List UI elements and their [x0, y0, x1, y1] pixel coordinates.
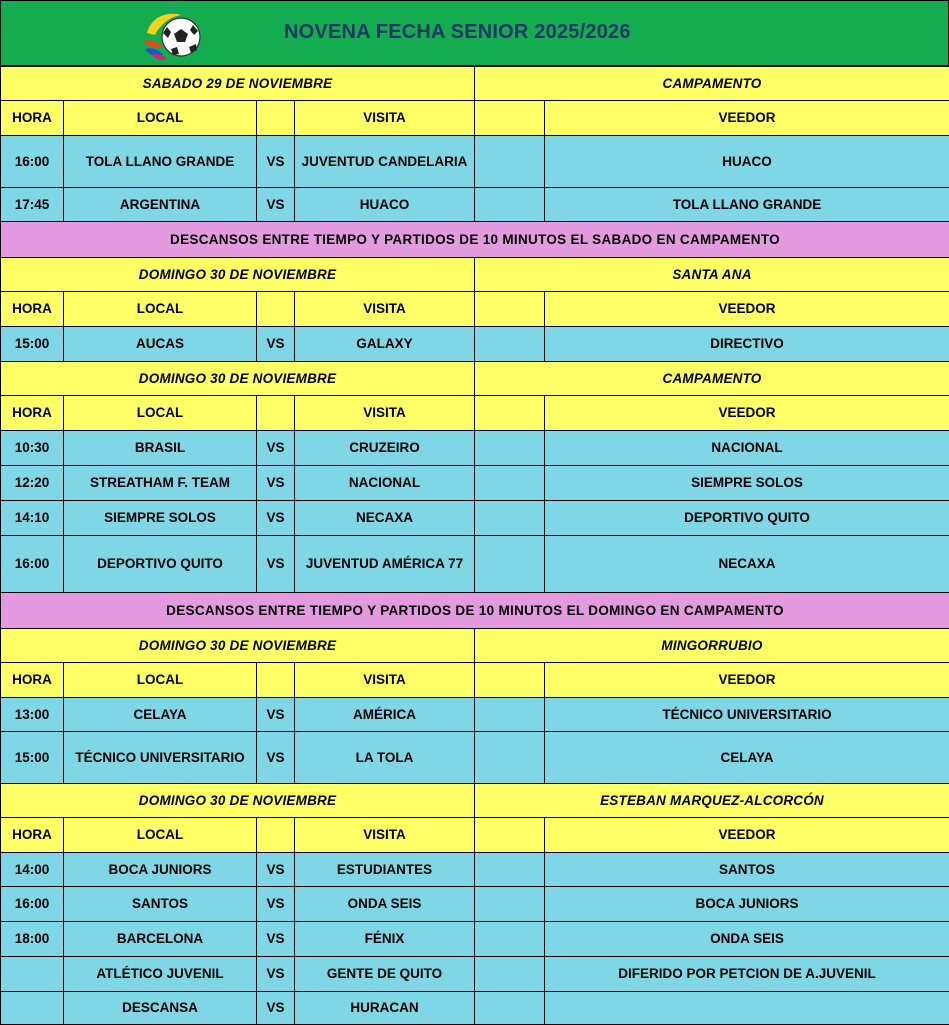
match-blank [475, 327, 545, 362]
match-vs: VS [257, 887, 295, 922]
blank-header [475, 396, 545, 431]
match-local: ARGENTINA [64, 188, 257, 222]
match-visita: GENTE DE QUITO [295, 957, 475, 992]
match-time: 10:30 [1, 431, 64, 466]
match-veedor: DIFERIDO POR PETCION DE A.JUVENIL [545, 957, 949, 992]
match-row [1, 536, 949, 593]
match-time: 14:10 [1, 501, 64, 536]
match-veedor: DIRECTIVO [545, 327, 949, 362]
match-blank [475, 188, 545, 222]
match-visita: NACIONAL [295, 466, 475, 501]
visita-header: VISITA [295, 663, 475, 698]
match-visita: LA TOLA [295, 732, 475, 784]
match-vs: VS [257, 698, 295, 732]
veedor-header: VEEDOR [545, 396, 949, 431]
match-blank [475, 431, 545, 466]
match-veedor: NACIONAL [545, 431, 949, 466]
day-label: DOMINGO 30 DE NOVIEMBRE [1, 629, 475, 663]
match-blank [475, 466, 545, 501]
match-blank [475, 698, 545, 732]
match-vs: VS [257, 992, 295, 1025]
match-visita: GALAXY [295, 327, 475, 362]
match-veedor: BOCA JUNIORS [545, 887, 949, 922]
match-vs: VS [257, 853, 295, 887]
match-row [1, 992, 949, 1025]
hora-header: HORA [1, 101, 64, 136]
match-vs: VS [257, 536, 295, 593]
match-visita: FÉNIX [295, 922, 475, 957]
match-visita: JUVENTUD AMÉRICA 77 [295, 536, 475, 593]
visita-header: VISITA [295, 292, 475, 327]
match-local: SIEMPRE SOLOS [64, 501, 257, 536]
match-time: 15:00 [1, 732, 64, 784]
match-row [1, 466, 949, 501]
vs-header [257, 663, 295, 698]
match-vs: VS [257, 327, 295, 362]
match-local: STREATHAM F. TEAM [64, 466, 257, 501]
match-vs: VS [257, 501, 295, 536]
match-time [1, 992, 64, 1025]
match-visita: JUVENTUD CANDELARIA [295, 136, 475, 188]
soccer-ball-logo-icon [141, 9, 205, 63]
match-time: 18:00 [1, 922, 64, 957]
match-local: CELAYA [64, 698, 257, 732]
match-local: TOLA LLANO GRANDE [64, 136, 257, 188]
rest-note: DESCANSOS ENTRE TIEMPO Y PARTIDOS DE 10 MINUTOS EL DOMINGO EN CAMPAMENTO [1, 593, 949, 629]
match-visita: ONDA SEIS [295, 887, 475, 922]
match-time: 15:00 [1, 327, 64, 362]
day-label: DOMINGO 30 DE NOVIEMBRE [1, 362, 475, 396]
match-veedor: SIEMPRE SOLOS [545, 466, 949, 501]
match-local: AUCAS [64, 327, 257, 362]
blank-header [475, 663, 545, 698]
venue-label: SANTA ANA [475, 258, 949, 292]
match-row [1, 188, 949, 222]
hora-header: HORA [1, 818, 64, 853]
match-time: 16:00 [1, 536, 64, 593]
local-header: LOCAL [64, 101, 257, 136]
match-blank [475, 992, 545, 1025]
match-row [1, 501, 949, 536]
match-time: 16:00 [1, 887, 64, 922]
match-visita: CRUZEIRO [295, 431, 475, 466]
match-veedor: DEPORTIVO QUITO [545, 501, 949, 536]
column-header-row [1, 101, 949, 136]
match-vs: VS [257, 732, 295, 784]
match-row [1, 136, 949, 188]
match-row [1, 887, 949, 922]
match-veedor: TÉCNICO UNIVERSITARIO [545, 698, 949, 732]
match-time: 12:20 [1, 466, 64, 501]
match-visita: ESTUDIANTES [295, 853, 475, 887]
match-blank [475, 853, 545, 887]
local-header: LOCAL [64, 292, 257, 327]
match-time [1, 957, 64, 992]
vs-header [257, 101, 295, 136]
hora-header: HORA [1, 396, 64, 431]
match-vs: VS [257, 431, 295, 466]
rest-note: DESCANSOS ENTRE TIEMPO Y PARTIDOS DE 10 MINUTOS EL SABADO EN CAMPAMENTO [1, 222, 949, 258]
match-row [1, 431, 949, 466]
match-local: DEPORTIVO QUITO [64, 536, 257, 593]
match-time: 13:00 [1, 698, 64, 732]
match-blank [475, 732, 545, 784]
match-veedor: TOLA LLANO GRANDE [545, 188, 949, 222]
match-vs: VS [257, 188, 295, 222]
match-vs: VS [257, 957, 295, 992]
hora-header: HORA [1, 292, 64, 327]
match-vs: VS [257, 922, 295, 957]
match-local: BARCELONA [64, 922, 257, 957]
match-veedor: NECAXA [545, 536, 949, 593]
match-veedor: CELAYA [545, 732, 949, 784]
blank-header [475, 292, 545, 327]
veedor-header: VEEDOR [545, 292, 949, 327]
blank-header [475, 101, 545, 136]
vs-header [257, 396, 295, 431]
vs-header [257, 292, 295, 327]
column-header-row [1, 663, 949, 698]
hora-header: HORA [1, 663, 64, 698]
column-header-row [1, 396, 949, 431]
match-time: 17:45 [1, 188, 64, 222]
match-row [1, 327, 949, 362]
local-header: LOCAL [64, 818, 257, 853]
match-visita: AMÉRICA [295, 698, 475, 732]
match-blank [475, 887, 545, 922]
visita-header: VISITA [295, 818, 475, 853]
veedor-header: VEEDOR [545, 101, 949, 136]
match-blank [475, 957, 545, 992]
match-row [1, 853, 949, 887]
day-header-row [1, 362, 949, 396]
veedor-header: VEEDOR [545, 818, 949, 853]
match-row [1, 957, 949, 992]
header-banner [0, 0, 949, 66]
visita-header: VISITA [295, 101, 475, 136]
match-veedor: HUACO [545, 136, 949, 188]
match-time: 14:00 [1, 853, 64, 887]
match-veedor: SANTOS [545, 853, 949, 887]
match-vs: VS [257, 466, 295, 501]
visita-header: VISITA [295, 396, 475, 431]
column-header-row [1, 292, 949, 327]
match-vs: VS [257, 136, 295, 188]
match-veedor: ONDA SEIS [545, 922, 949, 957]
match-visita: NECAXA [295, 501, 475, 536]
match-schedule-table [0, 66, 949, 1025]
match-blank [475, 501, 545, 536]
match-veedor [545, 992, 949, 1025]
veedor-header: VEEDOR [545, 663, 949, 698]
match-local: SANTOS [64, 887, 257, 922]
local-header: LOCAL [64, 396, 257, 431]
vs-header [257, 818, 295, 853]
match-visita: HUACO [295, 188, 475, 222]
blank-header [475, 818, 545, 853]
column-header-row [1, 818, 949, 853]
venue-label: ESTEBAN MARQUEZ-ALCORCÓN [475, 784, 949, 818]
venue-label: CAMPAMENTO [475, 67, 949, 101]
local-header: LOCAL [64, 663, 257, 698]
match-local: ATLÉTICO JUVENIL [64, 957, 257, 992]
day-label: SABADO 29 DE NOVIEMBRE [1, 67, 475, 101]
rest-note-row [1, 222, 949, 258]
match-row [1, 732, 949, 784]
venue-label: MINGORRUBIO [475, 629, 949, 663]
match-local: DESCANSA [64, 992, 257, 1025]
match-local: BOCA JUNIORS [64, 853, 257, 887]
day-header-row [1, 629, 949, 663]
match-blank [475, 536, 545, 593]
venue-label: CAMPAMENTO [475, 362, 949, 396]
rest-note-row [1, 593, 949, 629]
day-label: DOMINGO 30 DE NOVIEMBRE [1, 784, 475, 818]
match-time: 16:00 [1, 136, 64, 188]
match-row [1, 922, 949, 957]
day-label: DOMINGO 30 DE NOVIEMBRE [1, 258, 475, 292]
day-header-row [1, 67, 949, 101]
match-visita: HURACAN [295, 992, 475, 1025]
match-row [1, 698, 949, 732]
match-blank [475, 922, 545, 957]
match-local: BRASIL [64, 431, 257, 466]
day-header-row [1, 258, 949, 292]
match-local: TÉCNICO UNIVERSITARIO [64, 732, 257, 784]
day-header-row [1, 784, 949, 818]
match-blank [475, 136, 545, 188]
page-title: NOVENA FECHA SENIOR 2025/2026 [284, 21, 631, 44]
